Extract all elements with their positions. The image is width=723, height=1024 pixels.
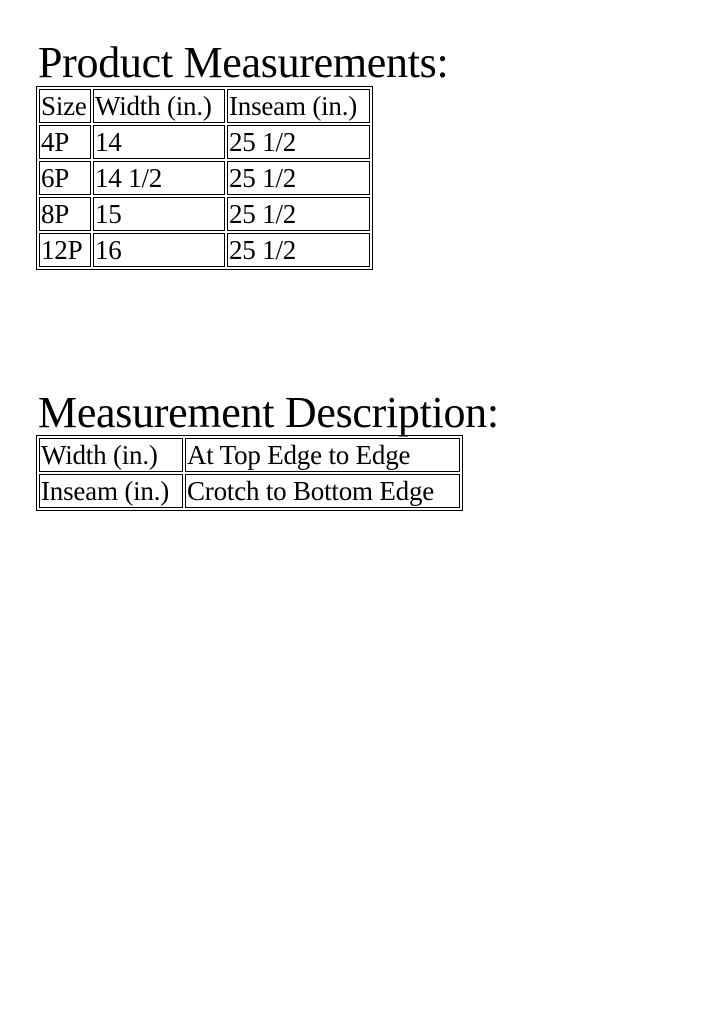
measurement-description-title: Measurement Description:: [38, 388, 499, 437]
table-row: [39, 197, 370, 231]
header-inseam: Inseam (in.): [227, 89, 370, 123]
cell-width: 16: [93, 233, 225, 267]
cell-inseam: 25 1/2: [227, 161, 370, 195]
cell-measurement: Inseam (in.): [39, 474, 183, 508]
cell-size: 12P: [39, 233, 91, 267]
header-size: Size: [39, 89, 91, 123]
table-header-row: [39, 89, 370, 123]
table-row: [39, 438, 460, 472]
cell-size: 8P: [39, 197, 91, 231]
cell-description: At Top Edge to Edge: [185, 438, 460, 472]
product-measurements-table: [36, 86, 373, 270]
cell-size: 4P: [39, 125, 91, 159]
table-row: [39, 161, 370, 195]
table-row: [39, 125, 370, 159]
cell-size: 6P: [39, 161, 91, 195]
cell-width: 14 1/2: [93, 161, 225, 195]
cell-inseam: 25 1/2: [227, 125, 370, 159]
cell-inseam: 25 1/2: [227, 197, 370, 231]
cell-description: Crotch to Bottom Edge: [185, 474, 460, 508]
cell-width: 15: [93, 197, 225, 231]
cell-measurement: Width (in.): [39, 438, 183, 472]
table-row: [39, 233, 370, 267]
cell-width: 14: [93, 125, 225, 159]
cell-inseam: 25 1/2: [227, 233, 370, 267]
product-measurements-title: Product Measurements:: [38, 38, 449, 87]
measurement-description-table: [36, 435, 463, 511]
header-width: Width (in.): [93, 89, 225, 123]
table-row: [39, 474, 460, 508]
